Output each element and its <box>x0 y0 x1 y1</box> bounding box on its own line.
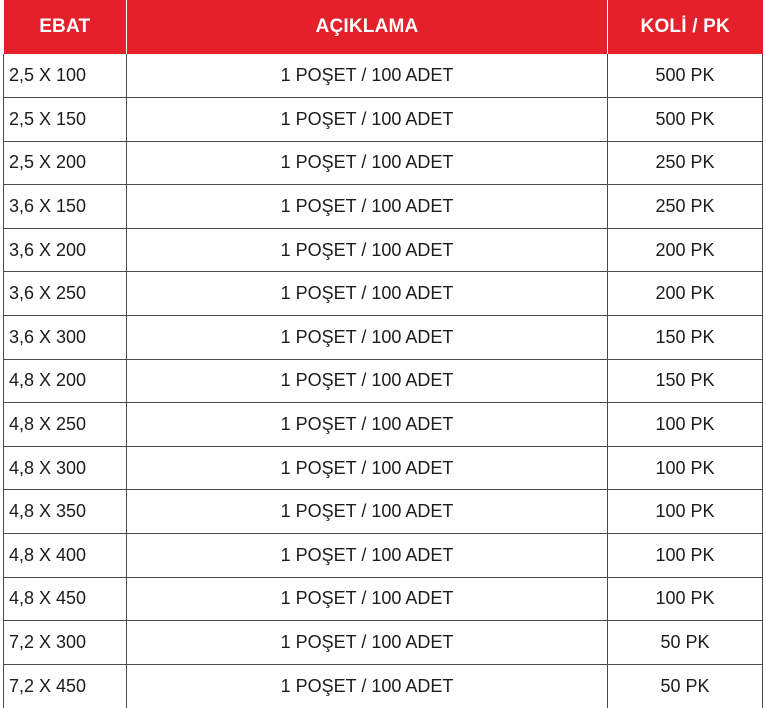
cell-aciklama: 1 POŞET / 100 ADET <box>127 621 608 665</box>
cell-koli-pk: 100 PK <box>608 403 763 447</box>
cell-aciklama: 1 POŞET / 100 ADET <box>127 141 608 185</box>
cell-aciklama: 1 POŞET / 100 ADET <box>127 534 608 578</box>
table-row <box>4 664 763 708</box>
table-row <box>4 534 763 578</box>
table-row <box>4 272 763 316</box>
cell-koli-pk: 150 PK <box>608 359 763 403</box>
cell-koli-pk: 200 PK <box>608 272 763 316</box>
cell-ebat: 3,6 X 250 <box>4 272 127 316</box>
cell-aciklama: 1 POŞET / 100 ADET <box>127 577 608 621</box>
header-ebat: EBAT <box>4 0 127 54</box>
product-spec-table <box>3 0 763 708</box>
table-row <box>4 359 763 403</box>
cell-aciklama: 1 POŞET / 100 ADET <box>127 98 608 142</box>
table-header <box>4 0 763 54</box>
cell-ebat: 4,8 X 250 <box>4 403 127 447</box>
header-aciklama: AÇIKLAMA <box>127 0 608 54</box>
cell-ebat: 2,5 X 150 <box>4 98 127 142</box>
cell-aciklama: 1 POŞET / 100 ADET <box>127 272 608 316</box>
header-koli-pk: KOLİ / PK <box>608 0 763 54</box>
cell-aciklama: 1 POŞET / 100 ADET <box>127 403 608 447</box>
table-row <box>4 446 763 490</box>
cell-aciklama: 1 POŞET / 100 ADET <box>127 664 608 708</box>
cell-aciklama: 1 POŞET / 100 ADET <box>127 359 608 403</box>
cell-koli-pk: 100 PK <box>608 577 763 621</box>
cell-koli-pk: 200 PK <box>608 228 763 272</box>
cell-aciklama: 1 POŞET / 100 ADET <box>127 316 608 360</box>
table-row <box>4 54 763 98</box>
cell-ebat: 4,8 X 350 <box>4 490 127 534</box>
table-body <box>4 54 763 708</box>
table-row <box>4 185 763 229</box>
table-row <box>4 141 763 185</box>
cell-ebat: 3,6 X 200 <box>4 228 127 272</box>
cell-ebat: 7,2 X 450 <box>4 664 127 708</box>
cell-aciklama: 1 POŞET / 100 ADET <box>127 490 608 534</box>
cell-koli-pk: 100 PK <box>608 490 763 534</box>
table-row <box>4 621 763 665</box>
header-row <box>4 0 763 54</box>
cell-koli-pk: 100 PK <box>608 534 763 578</box>
table-row <box>4 316 763 360</box>
cell-ebat: 2,5 X 200 <box>4 141 127 185</box>
cell-koli-pk: 150 PK <box>608 316 763 360</box>
cell-aciklama: 1 POŞET / 100 ADET <box>127 446 608 490</box>
cell-koli-pk: 100 PK <box>608 446 763 490</box>
cell-ebat: 2,5 X 100 <box>4 54 127 98</box>
cell-aciklama: 1 POŞET / 100 ADET <box>127 185 608 229</box>
cell-ebat: 4,8 X 200 <box>4 359 127 403</box>
cell-ebat: 3,6 X 150 <box>4 185 127 229</box>
cell-aciklama: 1 POŞET / 100 ADET <box>127 54 608 98</box>
cell-koli-pk: 250 PK <box>608 141 763 185</box>
cell-ebat: 4,8 X 300 <box>4 446 127 490</box>
table-row <box>4 490 763 534</box>
cell-koli-pk: 50 PK <box>608 664 763 708</box>
cell-koli-pk: 50 PK <box>608 621 763 665</box>
cell-ebat: 7,2 X 300 <box>4 621 127 665</box>
cell-ebat: 3,6 X 300 <box>4 316 127 360</box>
cell-aciklama: 1 POŞET / 100 ADET <box>127 228 608 272</box>
table-row <box>4 228 763 272</box>
table-row <box>4 98 763 142</box>
table-row <box>4 403 763 447</box>
cell-koli-pk: 500 PK <box>608 98 763 142</box>
cell-ebat: 4,8 X 450 <box>4 577 127 621</box>
cell-koli-pk: 250 PK <box>608 185 763 229</box>
cell-ebat: 4,8 X 400 <box>4 534 127 578</box>
table-row <box>4 577 763 621</box>
cell-koli-pk: 500 PK <box>608 54 763 98</box>
